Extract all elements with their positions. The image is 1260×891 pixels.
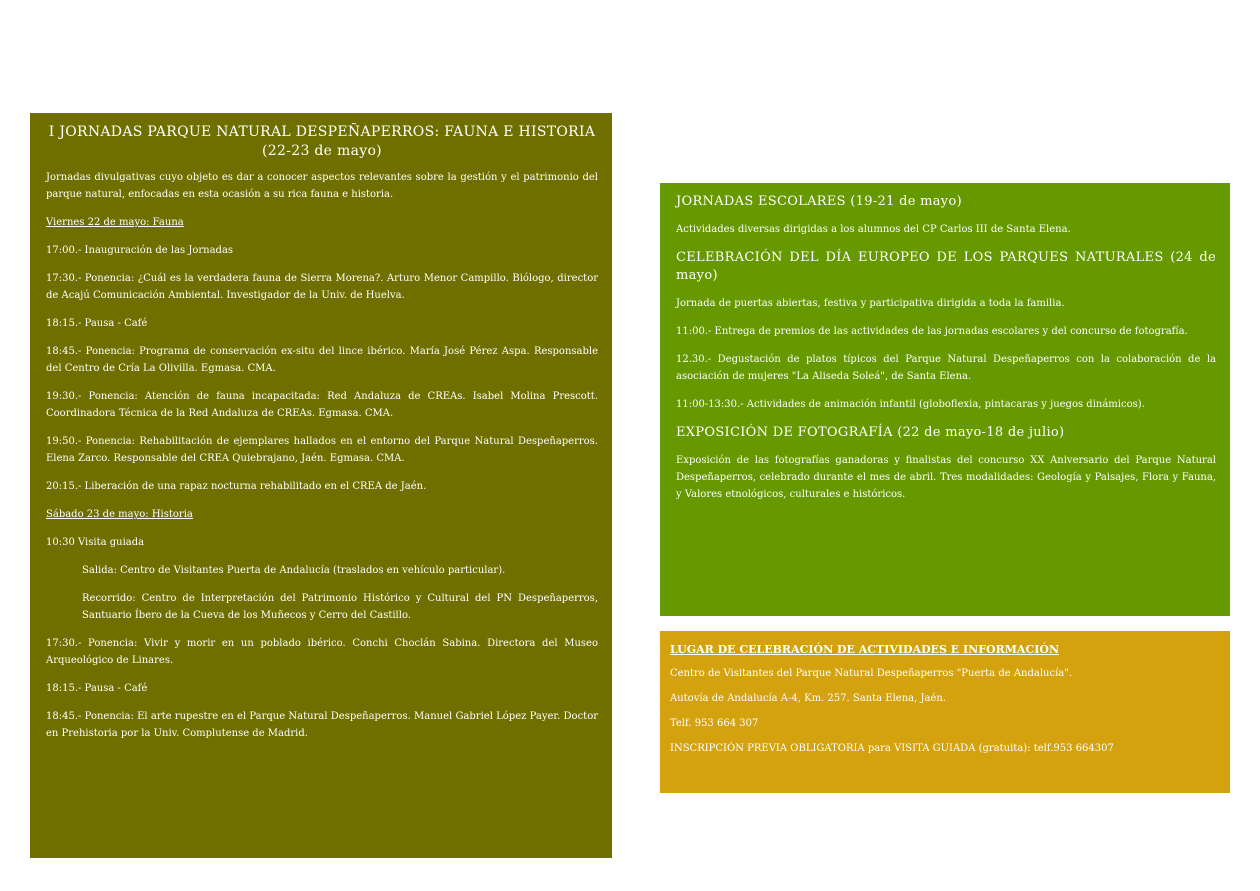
schedule-item: 18:15.- Pausa - Café <box>46 683 148 694</box>
info-panel <box>660 631 1230 793</box>
event-item: 11:00.- Entrega de premios de las actividades de las jornadas escolares y del concurso de fotografía. <box>676 326 1188 337</box>
schedule-item: 20:15.- Liberación de una rapaz nocturna rehabilitado en el CREA de Jaén. <box>46 481 427 492</box>
event-item: 11:00-13:30.- Actividades de animación infantil (globoflexia, pintacaras y juegos dinámicos). <box>676 399 1145 410</box>
panel-title: I JORNADAS PARQUE NATURAL DESPEÑAPERROS: FAUNA E HISTORIA (22-23 de mayo) <box>48 124 596 159</box>
visit-time: 10:30 Visita guiada <box>46 537 145 548</box>
schedule-item: 17:30.- Ponencia: ¿Cuál es la verdadera fauna de Sierra Morena?. Arturo Menor Campillo. Biólogo, director de Acajú Comunicación Ambiental. Investigador de la Univ. de Huelva. <box>46 273 598 301</box>
schedule-item: 17:30.- Ponencia: Vivir y morir en un poblado ibérico. Conchi Choclán Sabina. Directora del Museo Arqueológico de Linares. <box>46 638 598 666</box>
schedule-item: 18:45.- Ponencia: El arte rupestre en el Parque Natural Despeñaperros. Manuel Gabriel López Payer. Doctor en Prehistoria por la Univ. Complutense de Madrid. <box>46 711 598 739</box>
schedule-item: 19:50.- Ponencia: Rehabilitación de ejemplares hallados en el entorno del Parque Natural Despeñaperros. Elena Zarco. Responsable del CREA Quiebrajano, Jaén. Egmasa. CMA. <box>46 436 598 464</box>
european-day-heading: CELEBRACIÓN DEL DÍA EUROPEO DE LOS PARQUES NATURALES (24 de mayo) <box>676 250 1216 283</box>
info-line: Centro de Visitantes del Parque Natural Despeñaperros "Puerta de Andalucía". <box>670 668 1073 679</box>
school-heading: JORNADAS ESCOLARES (19-21 de mayo) <box>676 194 962 209</box>
fauna-historia-panel <box>30 113 612 858</box>
info-line: Telf. 953 664 307 <box>670 718 759 729</box>
info-line: Autovía de Andalucía A-4, Km. 257. Santa Elena, Jaén. <box>670 693 946 704</box>
intro-text: Jornadas divulgativas cuyo objeto es dar a conocer aspectos relevantes sobre la gestión y el patrimonio del parque natural, enfocadas en esta ocasión a su rica fauna e historia. <box>46 172 598 200</box>
schedule-item: 18:45.- Ponencia: Programa de conservación ex-situ del lince ibérico. María José Pérez Aspa. Responsable del Centro de Cría La Olivilla. Egmasa. CMA. <box>46 346 598 374</box>
visit-item: Salida: Centro de Visitantes Puerta de Andalucía (traslados en vehículo particular). <box>82 565 506 576</box>
visit-item: Recorrido: Centro de Interpretación del Patrimonio Histórico y Cultural del PN Despeñaperros, Santuario Íbero de la Cueva de los Muñecos y Cerro del Castillo. <box>82 593 598 621</box>
info-heading: LUGAR DE CELEBRACIÓN DE ACTIVIDADES E INFORMACIÓN <box>670 643 1059 656</box>
event-item: Jornada de puertas abiertas, festiva y participativa dirigida a toda la familia. <box>676 298 1065 309</box>
day1-heading: Viernes 22 de mayo: Fauna <box>46 217 184 228</box>
expo-text: Exposición de las fotografías ganadoras y finalistas del concurso XX Aniversario del Parque Natural Despeñaperros, celebrado durante el mes de abril. Tres modalidades: Geología y Paisajes, Flora y Fauna, y Valores etnológicos, culturales e históricos. <box>676 455 1216 500</box>
event-item: 12.30.- Degustación de platos típicos del Parque Natural Despeñaperros con la colaboración de la asociación de mujeres "La Aliseda Soleá", de Santa Elena. <box>676 354 1216 382</box>
schedule-item: 19:30.- Ponencia: Atención de fauna incapacitada: Red Andaluza de CREAs. Isabel Molina Prescott. Coordinadora Técnica de la Red Andaluza de CREAs. Egmasa. CMA. <box>46 391 598 419</box>
info-line: INSCRIPCIÓN PREVIA OBLIGATORIA para VISITA GUIADA (gratuita): telf.953 664307 <box>670 743 1114 754</box>
schedule-item: 17:00.- Inauguración de las Jornadas <box>46 245 234 256</box>
school-text: Actividades diversas dirigidas a los alumnos del CP Carlos III de Santa Elena. <box>676 224 1071 235</box>
day2-heading: Sábado 23 de mayo: Historia <box>46 509 193 520</box>
schedule-item: 18:15.- Pausa - Café <box>46 318 148 329</box>
expo-heading: EXPOSICIÓN DE FOTOGRAFÍA (22 de mayo-18 de julio) <box>676 425 1065 440</box>
events-panel <box>660 183 1230 616</box>
